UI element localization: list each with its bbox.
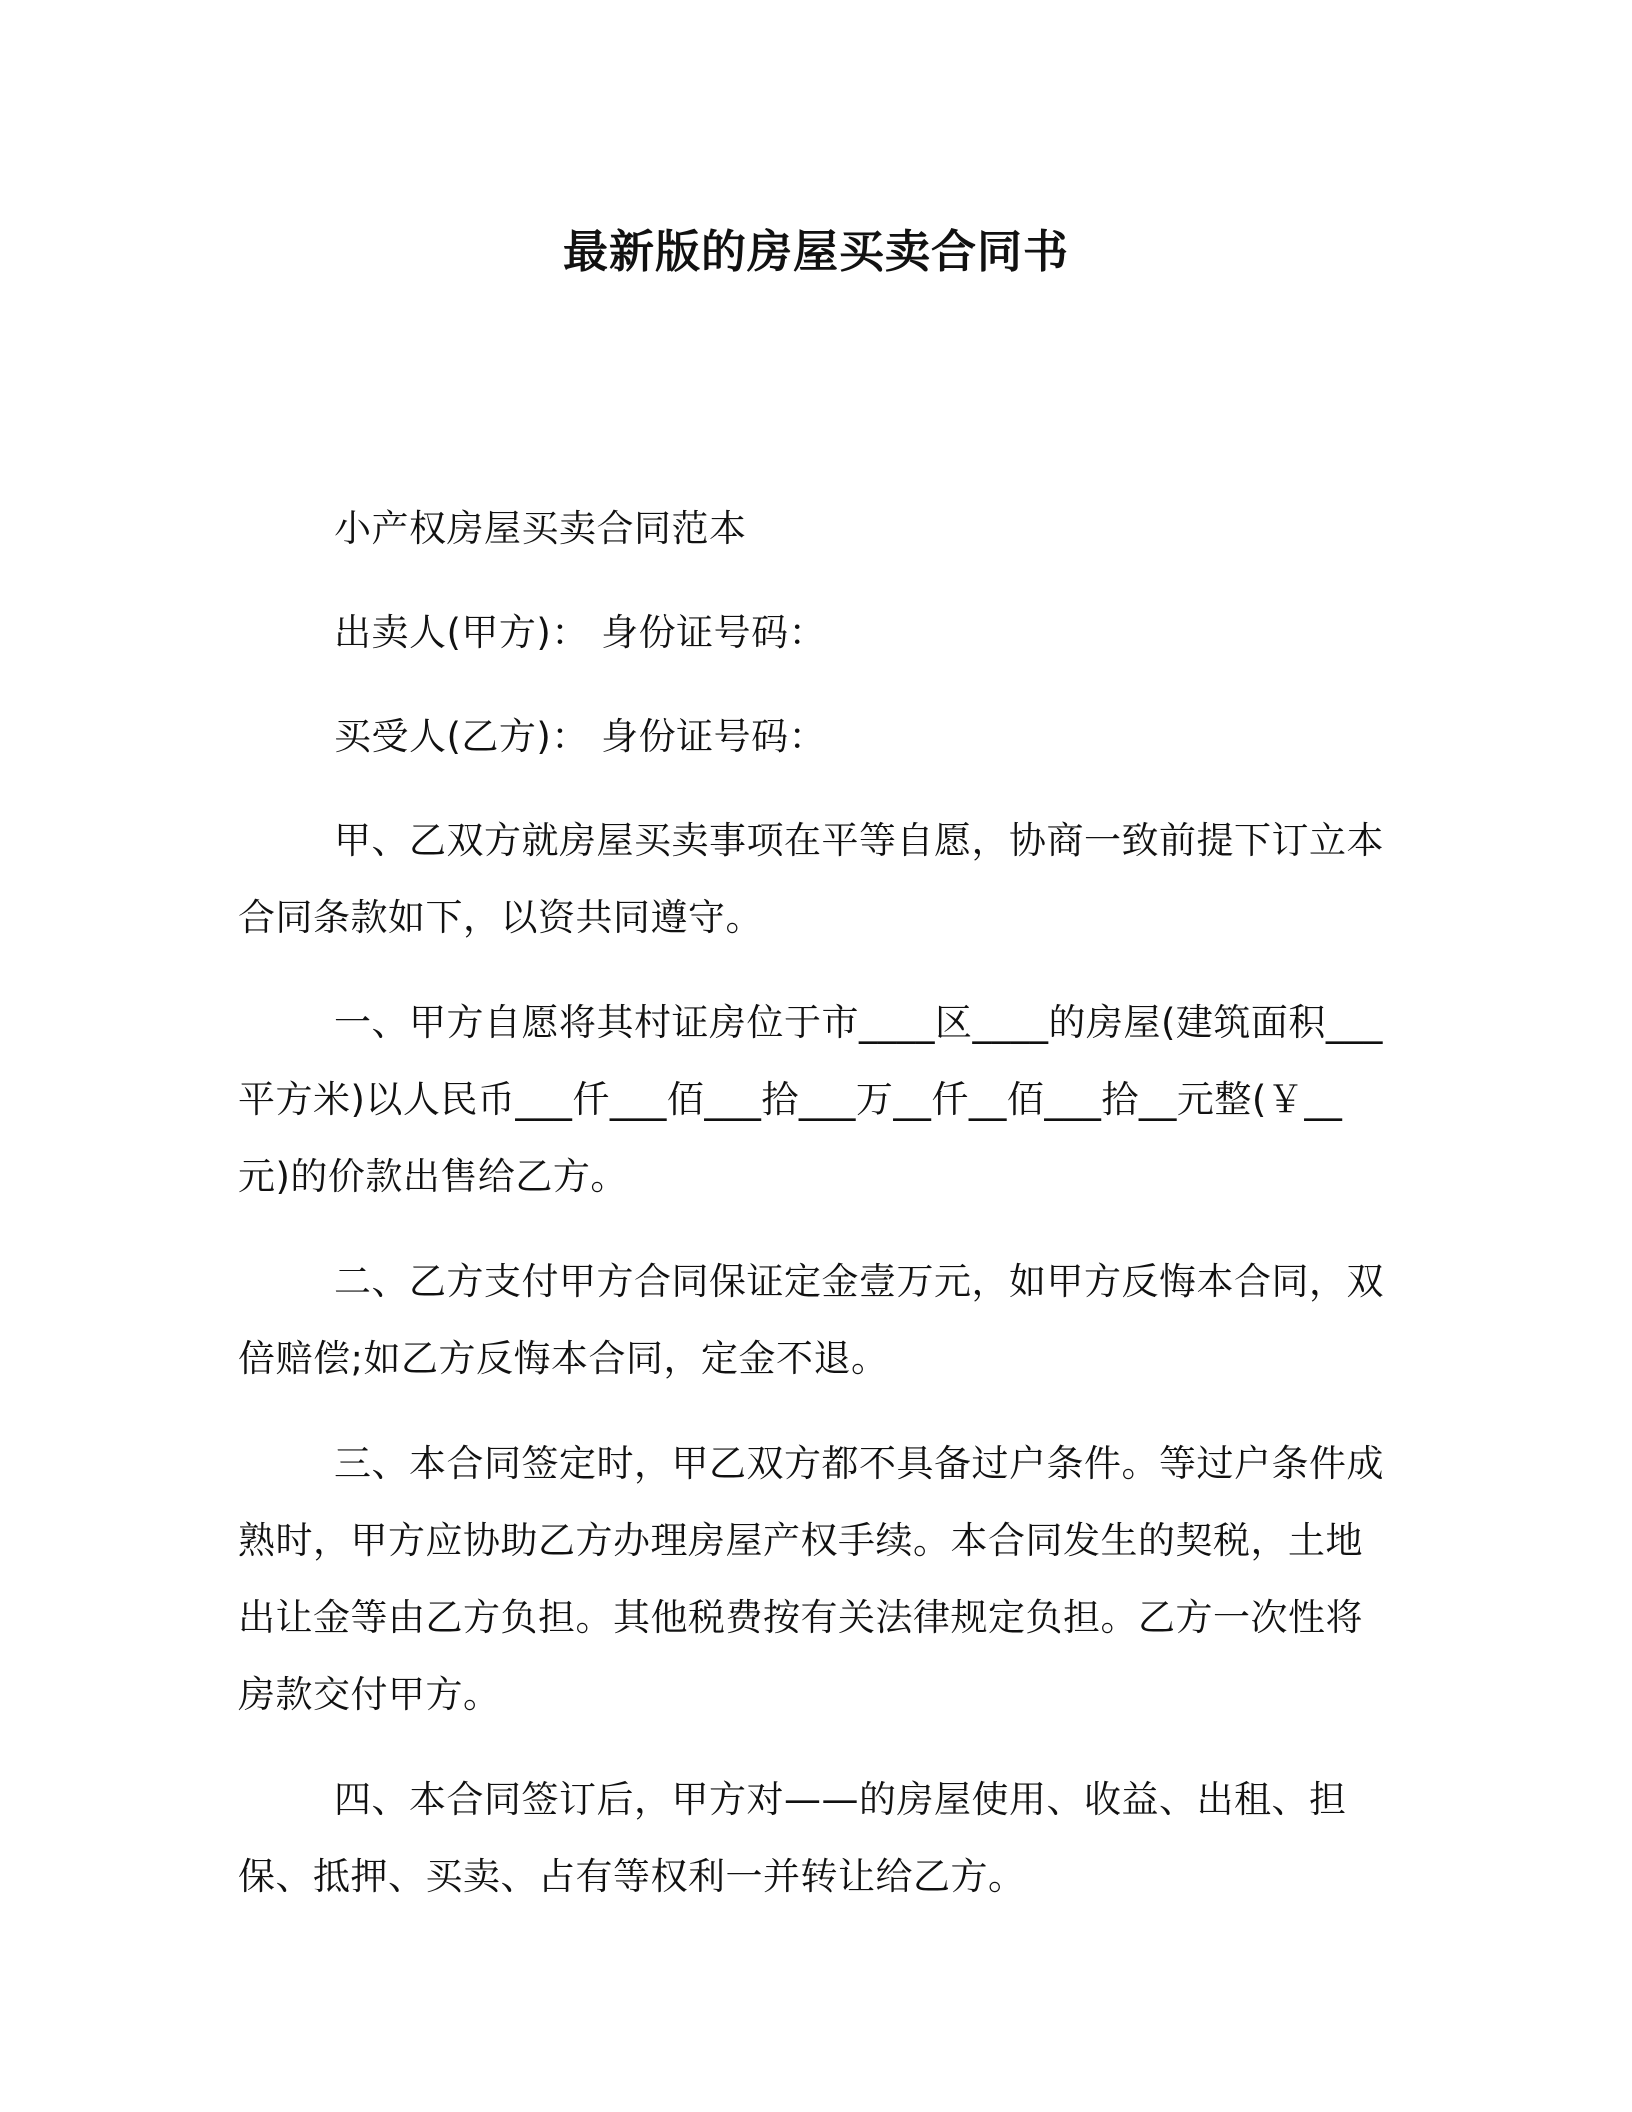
document-title: 最新版的房屋买卖合同书	[562, 225, 1069, 278]
document-body	[238, 490, 1396, 1943]
paragraph-buyer: 买受人(乙方)： 身份证号码：	[334, 715, 827, 758]
paragraph-clause-1: 一、甲方自愿将其村证房位于市____区____的房屋(建筑面积___平方米)以人民币___仟___佰___拾___万__仟__佰___拾__元整(￥__ 元)的价款出售给乙方。	[238, 1001, 1383, 1198]
paragraph-clause-4: 四、本合同签订后，甲方对——的房屋使用、收益、出租、担保、抵押、买卖、占有等权利一并转让给乙方。	[238, 1778, 1347, 1898]
paragraph-subtitle: 小产权房屋买卖合同范本	[334, 507, 747, 550]
paragraph-seller: 出卖人(甲方)： 身份证号码：	[334, 611, 827, 654]
paragraph-clause-3: 三、本合同签定时，甲乙双方都不具备过户条件。等过户条件成熟时，甲方应协助乙方办理房屋产权手续。本合同发生的契税，土地出让金等由乙方负担。其他税费按有关法律规定负担。乙方一次性将房款交付甲方。	[238, 1442, 1384, 1716]
paragraph-preamble: 甲、乙双方就房屋买卖事项在平等自愿，协商一致前提下订立本合同条款如下，以资共同遵守。	[238, 819, 1384, 939]
paragraph-clause-2: 二、乙方支付甲方合同保证定金壹万元，如甲方反悔本合同，双倍赔偿;如乙方反悔本合同，定金不退。	[238, 1260, 1384, 1380]
